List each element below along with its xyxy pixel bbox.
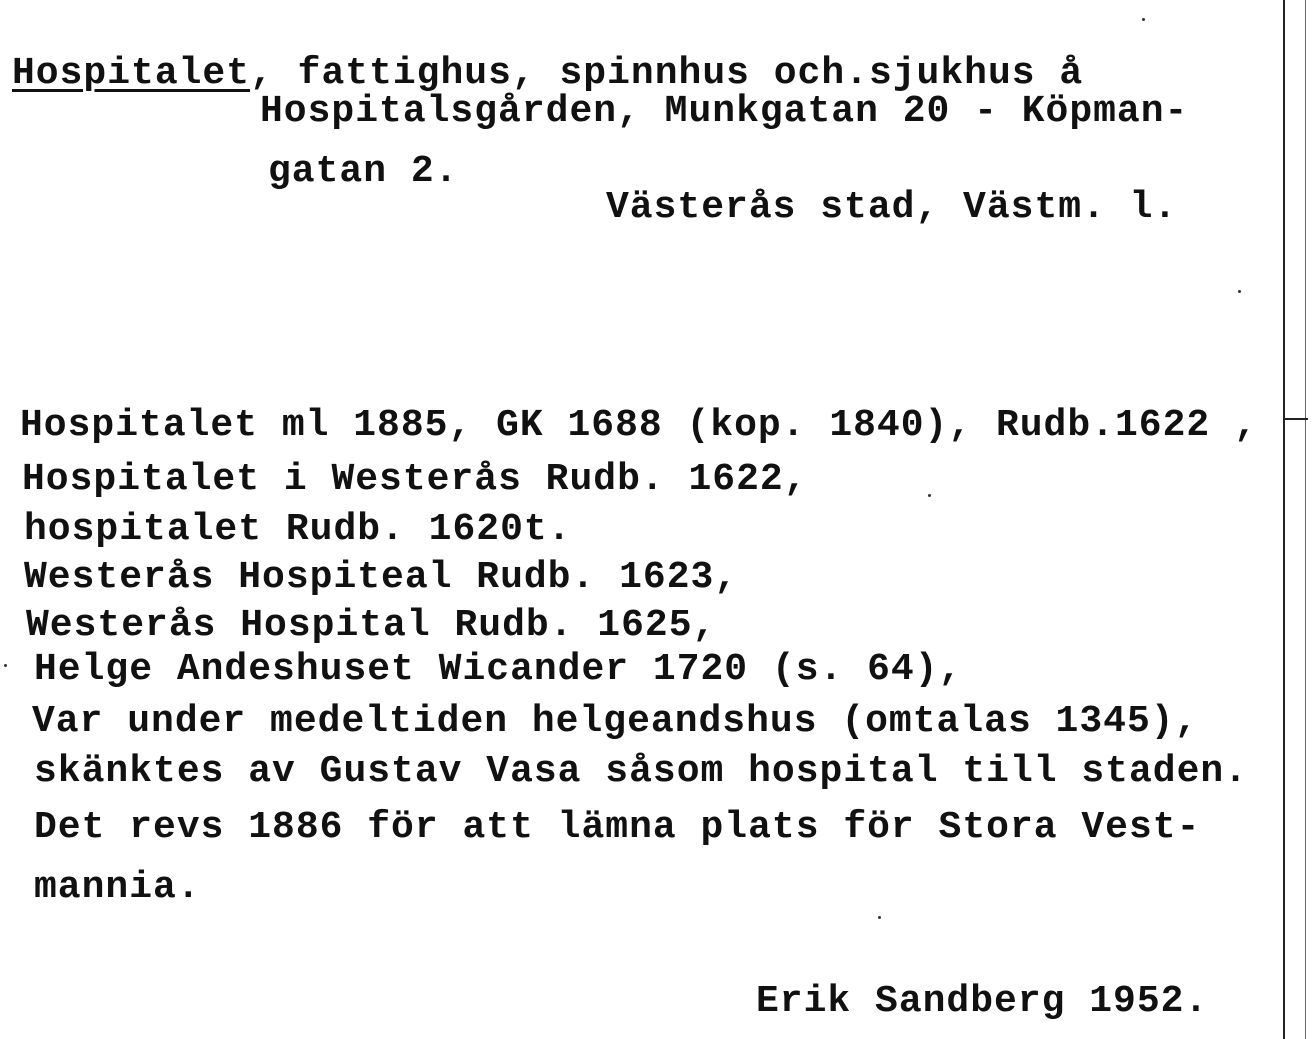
- paper-speck: [4, 664, 7, 667]
- heading-line-2: Hospitalsgården, Munkgatan 20 - Köpman-: [260, 90, 1189, 133]
- source-line-9: Det revs 1886 för att lämna plats för Stora Vest-: [34, 806, 1201, 849]
- paper-speck: [928, 494, 931, 497]
- paper-speck: [1238, 290, 1241, 293]
- card-edge-line-outer: [1305, 0, 1306, 1039]
- source-line-3: hospitalet Rudb. 1620t.: [24, 508, 572, 551]
- card-edge-line: [1283, 0, 1285, 1039]
- source-line-5: Westerås Hospital Rudb. 1625,: [26, 604, 717, 647]
- paper-speck: [1142, 18, 1145, 21]
- location-line: Västerås stad, Västm. l.: [606, 186, 1178, 229]
- source-line-2: Hospitalet i Westerås Rudb. 1622,: [22, 458, 808, 501]
- source-line-1: Hospitalet ml 1885, GK 1688 (kop. 1840), Rudb.1622 ,: [20, 404, 1258, 447]
- heading-title: Hospitalet: [12, 52, 251, 95]
- heading-line-3: gatan 2.: [268, 150, 459, 193]
- source-line-6: Helge Andeshuset Wicander 1720 (s. 64),: [34, 648, 963, 691]
- signature: Erik Sandberg 1952.: [756, 980, 1209, 1023]
- paper-speck: [878, 916, 881, 919]
- source-line-8: skänktes av Gustav Vasa såsom hospital till staden.: [34, 750, 1248, 793]
- heading-rest: , fattighus, spinnhus och.sjukhus å: [250, 52, 1084, 95]
- source-line-7: Var under medeltiden helgeandshus (omtalas 1345),: [32, 700, 1199, 743]
- edge-tick-mark: [1284, 418, 1308, 420]
- source-line-4: Westerås Hospiteal Rudb. 1623,: [24, 556, 739, 599]
- source-line-10: mannia.: [34, 866, 201, 909]
